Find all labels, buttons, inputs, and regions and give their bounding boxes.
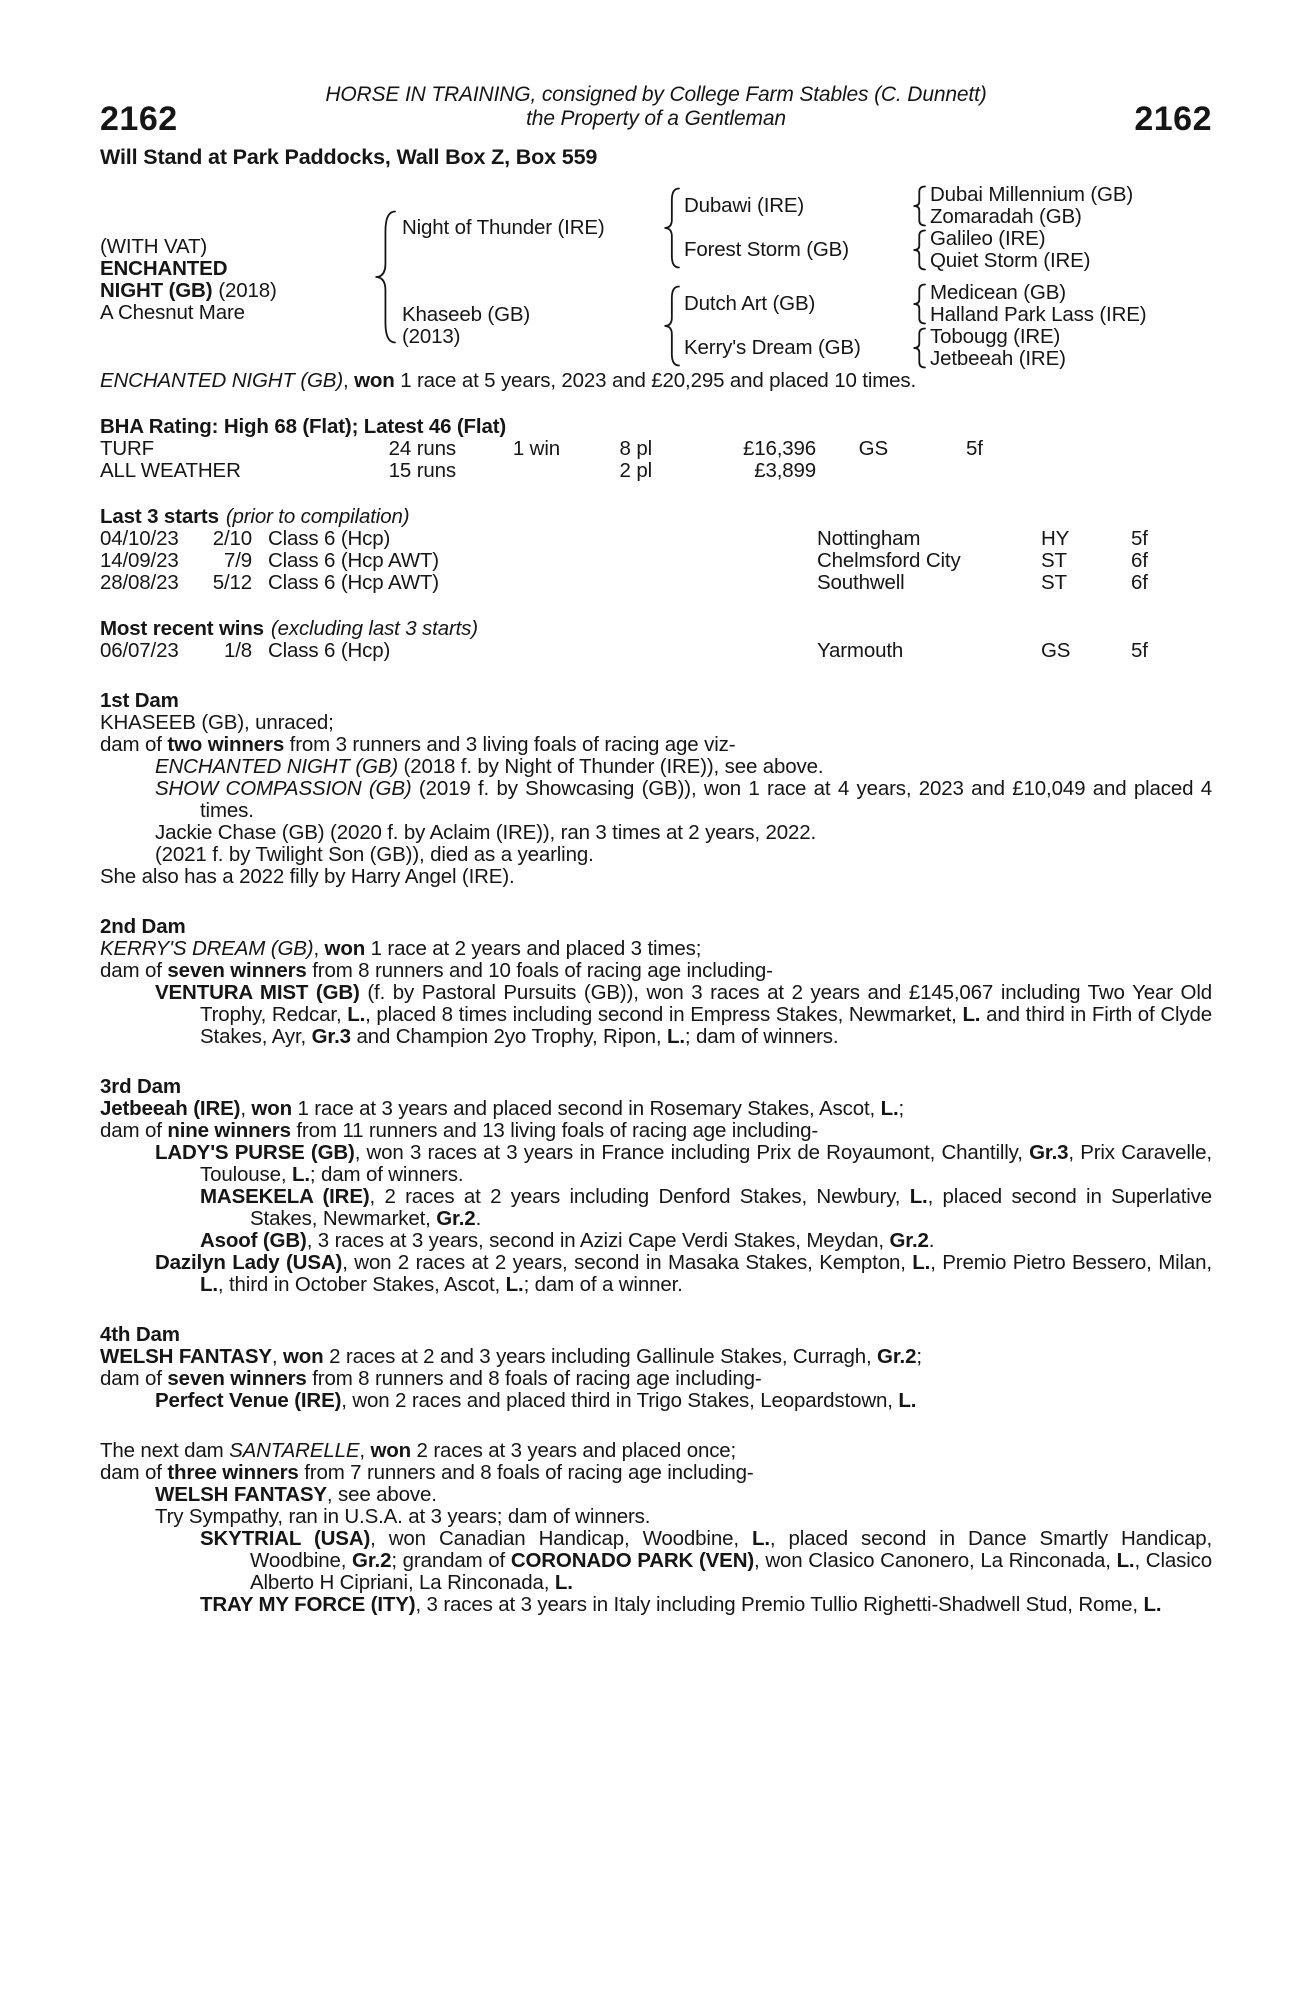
offspring-entry: Perfect Venue (IRE), won 2 races and placed third in Trigo Stakes, Leopardstown, L. — [155, 1389, 917, 1412]
property-line: the Property of a Gentleman — [526, 107, 786, 130]
finish-position: 2/10 — [212, 527, 252, 550]
horse-identity — [100, 184, 368, 370]
dam-section-2 — [100, 916, 1212, 1048]
pedigree-tree — [100, 184, 1212, 370]
wins-value: 1 win — [512, 437, 560, 460]
finish-position: 7/9 — [223, 549, 252, 572]
race-class: Class 6 (Hcp AWT) — [268, 549, 439, 572]
earnings-value: £16,396 — [742, 437, 816, 460]
dam-section-3 — [100, 1076, 1212, 1296]
grandsire-name: Dutch Art (GB) — [684, 292, 816, 315]
granddam-name: Kerry's Dream (GB) — [684, 336, 861, 359]
offspring-entry: ENCHANTED NIGHT (GB) (2018 f. by Night of Thunder (IRE)), see above. — [155, 755, 824, 778]
race-row — [100, 572, 1212, 594]
sire-sire-row — [684, 184, 1212, 228]
race-course: Chelmsford City — [817, 549, 961, 572]
pedigree-generations — [402, 184, 1212, 370]
dam-name: Khaseeb (GB) (2013) — [402, 304, 658, 348]
dam-paragraph: KERRY'S DREAM (GB), won 1 race at 2 years and placed 3 times; — [100, 937, 702, 960]
surface-label: ALL WEATHER — [100, 459, 241, 482]
pedigree-main-brace — [374, 210, 396, 344]
foaling-year: (2018) — [218, 279, 277, 302]
race-distance: 5f — [1131, 639, 1148, 662]
offspring-entry: SKYTRIAL (USA), won Canadian Handicap, Woodbine, L., placed second in Dance Smartly Handicap, Woodbine, Gr.2; grandam of CORONADO PARK (VEN), won Clasico Canonero, La Rinconada, L., Clasico Alberto H Cipriani, La Rinconada, L. — [200, 1527, 1212, 1594]
dam-paragraph: dam of two winners from 3 runners and 3 living foals of racing age viz- — [100, 733, 736, 756]
sire-name: Night of Thunder (IRE) — [402, 216, 605, 239]
pedigree-brace — [663, 285, 680, 367]
pedigree-brace — [663, 187, 680, 269]
finish-position: 5/12 — [212, 571, 252, 594]
dam-heading: 4th Dam — [100, 1323, 180, 1346]
dam-paragraph: KHASEEB (GB), unraced; — [100, 711, 334, 734]
dam-paragraph: dam of three winners from 7 runners and 8 foals of racing age including- — [100, 1461, 754, 1484]
offspring-entry: VENTURA MIST (GB) (f. by Pastoral Pursuits (GB)), won 3 races at 2 years and £145,067 including Two Year Old Trophy, Redcar, L., placed 8 times including second in Empress Stakes, Newmarket, L. and third in Firth of Clyde Stakes, Ayr, Gr.3 and Champion 2yo Trophy, Ripon, L.; dam of winners. — [155, 981, 1212, 1048]
race-course: Southwell — [817, 571, 905, 594]
bha-row-turf — [100, 438, 1212, 460]
pedigree-entry: Tobougg (IRE) — [930, 325, 1061, 348]
last-starts-heading: Last 3 starts (prior to compilation) — [100, 505, 410, 528]
race-going: ST — [1041, 571, 1067, 594]
race-course: Yarmouth — [817, 639, 904, 662]
great-grandparents — [930, 184, 1212, 228]
earnings-value: £3,899 — [754, 459, 816, 482]
offspring-entry: Jackie Chase (GB) (2020 f. by Aclaim (IRE)), ran 3 times at 2 years, 2022. — [155, 821, 817, 844]
race-date: 28/08/23 — [100, 571, 179, 594]
bha-rating-block — [100, 416, 1212, 482]
dam-section-4 — [100, 1324, 1212, 1412]
places-value: 2 pl — [619, 459, 652, 482]
dam-paragraph: dam of seven winners from 8 runners and 8 foals of racing age including- — [100, 1367, 762, 1390]
dam-dam-row — [684, 326, 1212, 370]
pedigree-entry: Quiet Storm (IRE) — [930, 249, 1091, 272]
offspring-entry: Asoof (GB), 3 races at 3 years, second in Azizi Cape Verdi Stakes, Meydan, Gr.2. — [200, 1229, 935, 1252]
race-class: Class 6 (Hcp) — [268, 527, 391, 550]
great-grandparents — [930, 326, 1212, 370]
dam-heading: 2nd Dam — [100, 915, 186, 938]
recent-wins-block — [100, 618, 1212, 662]
stand-location-line: Will Stand at Park Paddocks, Wall Box Z, Box 559 — [100, 145, 598, 169]
recent-wins-heading: Most recent wins (excluding last 3 starts) — [100, 617, 478, 640]
race-row — [100, 550, 1212, 572]
race-date: 06/07/23 — [100, 639, 179, 662]
vat-note: (WITH VAT) — [100, 235, 208, 258]
consignor-line: HORSE IN TRAINING, consigned by College Farm Stables (C. Dunnett) — [325, 83, 987, 106]
dam-sire-row — [684, 282, 1212, 326]
race-class: Class 6 (Hcp) — [268, 639, 391, 662]
pedigree-entry: Jetbeeah (IRE) — [930, 347, 1066, 370]
horse-description: A Chesnut Mare — [100, 301, 245, 324]
pedigree-brace — [912, 283, 926, 325]
pedigree-brace — [912, 185, 926, 227]
next-dam-section — [100, 1440, 1212, 1616]
going-value — [816, 460, 888, 482]
lot-number-left: 2162 — [100, 100, 178, 138]
page-header — [100, 84, 1212, 168]
offspring-entry: MASEKELA (IRE), 2 races at 2 years including Denford Stakes, Newbury, L., placed second in Superlative Stakes, Newmarket, Gr.2. — [200, 1185, 1212, 1230]
great-grandparents — [930, 228, 1212, 272]
pedigree-entry: Dubai Millennium (GB) — [930, 183, 1134, 206]
race-going: HY — [1041, 527, 1070, 550]
offspring-entry: Try Sympathy, ran in U.S.A. at 3 years; dam of winners. — [155, 1505, 651, 1528]
race-distance: 6f — [1131, 571, 1148, 594]
offspring-entry: TRAY MY FORCE (ITY), 3 races at 3 years in Italy including Premio Tullio Righetti-Shadwell Stud, Rome, L. — [200, 1593, 1162, 1616]
dam-paragraph: She also has a 2022 filly by Harry Angel (IRE). — [100, 865, 515, 888]
dam-heading: 1st Dam — [100, 689, 179, 712]
dam-heading: 3rd Dam — [100, 1075, 181, 1098]
race-course: Nottingham — [817, 527, 921, 550]
offspring-entry: LADY'S PURSE (GB), won 3 races at 3 years in France including Prix de Royaumont, Chantilly, Gr.3, Prix Caravelle, Toulouse, L.; dam of winners. — [155, 1141, 1212, 1186]
offspring-entry: WELSH FANTASY, see above. — [155, 1483, 437, 1506]
dam-paragraph: Jetbeeah (IRE), won 1 race at 3 years and placed second in Rosemary Stakes, Ascot, L.; — [100, 1097, 905, 1120]
dam-section-1 — [100, 690, 1212, 888]
dam-paragraph: dam of seven winners from 8 runners and 10 foals of racing age including- — [100, 959, 773, 982]
lot-row — [100, 100, 1212, 138]
race-going: GS — [1041, 639, 1071, 662]
bha-rating-heading: BHA Rating: High 68 (Flat); Latest 46 (Flat) — [100, 415, 507, 438]
race-distance: 5f — [1131, 527, 1148, 550]
great-grandparents — [930, 282, 1212, 326]
pedigree-entry: Galileo (IRE) — [930, 227, 1046, 250]
last-starts-block — [100, 506, 1212, 594]
dam-paragraph: dam of nine winners from 11 runners and 13 living foals of racing age including- — [100, 1119, 819, 1142]
race-date: 14/09/23 — [100, 549, 179, 572]
pedigree-entry: Zomaradah (GB) — [930, 205, 1082, 228]
dam-paragraph: WELSH FANTASY, won 2 races at 2 and 3 years including Gallinule Stakes, Curragh, Gr.2; — [100, 1345, 922, 1368]
lot-number-right: 2162 — [1134, 100, 1212, 138]
dam-branch — [402, 282, 1212, 370]
pedigree-entry: Medicean (GB) — [930, 281, 1066, 304]
dam-year: (2013) — [402, 325, 461, 348]
surface-label: TURF — [100, 437, 155, 460]
dam-paragraph: The next dam SANTARELLE, won 2 races at 3 years and placed once; — [100, 1439, 737, 1462]
horse-name-line1: ENCHANTED — [100, 257, 228, 280]
runs-value: 24 runs — [388, 437, 456, 460]
offspring-entry: (2021 f. by Twilight Son (GB)), died as a yearling. — [155, 843, 594, 866]
race-class: Class 6 (Hcp AWT) — [268, 571, 439, 594]
race-row — [100, 640, 1212, 662]
finish-position: 1/8 — [223, 639, 252, 662]
race-row — [100, 528, 1212, 550]
race-going: ST — [1041, 549, 1067, 572]
going-value: GS — [858, 437, 888, 460]
granddam-name: Forest Storm (GB) — [684, 238, 849, 261]
pedigree-brace — [912, 327, 926, 369]
places-value: 8 pl — [619, 437, 652, 460]
horse-name-line2: NIGHT (GB) (2018) — [100, 279, 277, 302]
offspring-entry: Dazilyn Lady (USA), won 2 races at 2 years, second in Masaka Stakes, Kempton, L., Premio Pietro Bessero, Milan, L., third in October Stakes, Ascot, L.; dam of a winner. — [155, 1251, 1212, 1296]
grandsire-name: Dubawi (IRE) — [684, 194, 805, 217]
distance-value: 5f — [966, 437, 983, 460]
distance-value — [888, 460, 1212, 482]
race-summary: ENCHANTED NIGHT (GB), won 1 race at 5 years, 2023 and £20,295 and placed 10 times. — [100, 369, 917, 392]
pedigree-entry: Halland Park Lass (IRE) — [930, 303, 1147, 326]
wins-value — [456, 460, 560, 482]
sire-branch — [402, 184, 1212, 272]
bha-row-all-weather — [100, 460, 1212, 482]
race-date: 04/10/23 — [100, 527, 179, 550]
runs-value: 15 runs — [388, 459, 456, 482]
pedigree-brace — [912, 229, 926, 271]
race-distance: 6f — [1131, 549, 1148, 572]
offspring-entry: SHOW COMPASSION (GB) (2019 f. by Showcasing (GB)), won 1 race at 4 years, 2023 and £10,049 and placed 4 times. — [155, 777, 1212, 822]
sire-dam-row — [684, 228, 1212, 272]
